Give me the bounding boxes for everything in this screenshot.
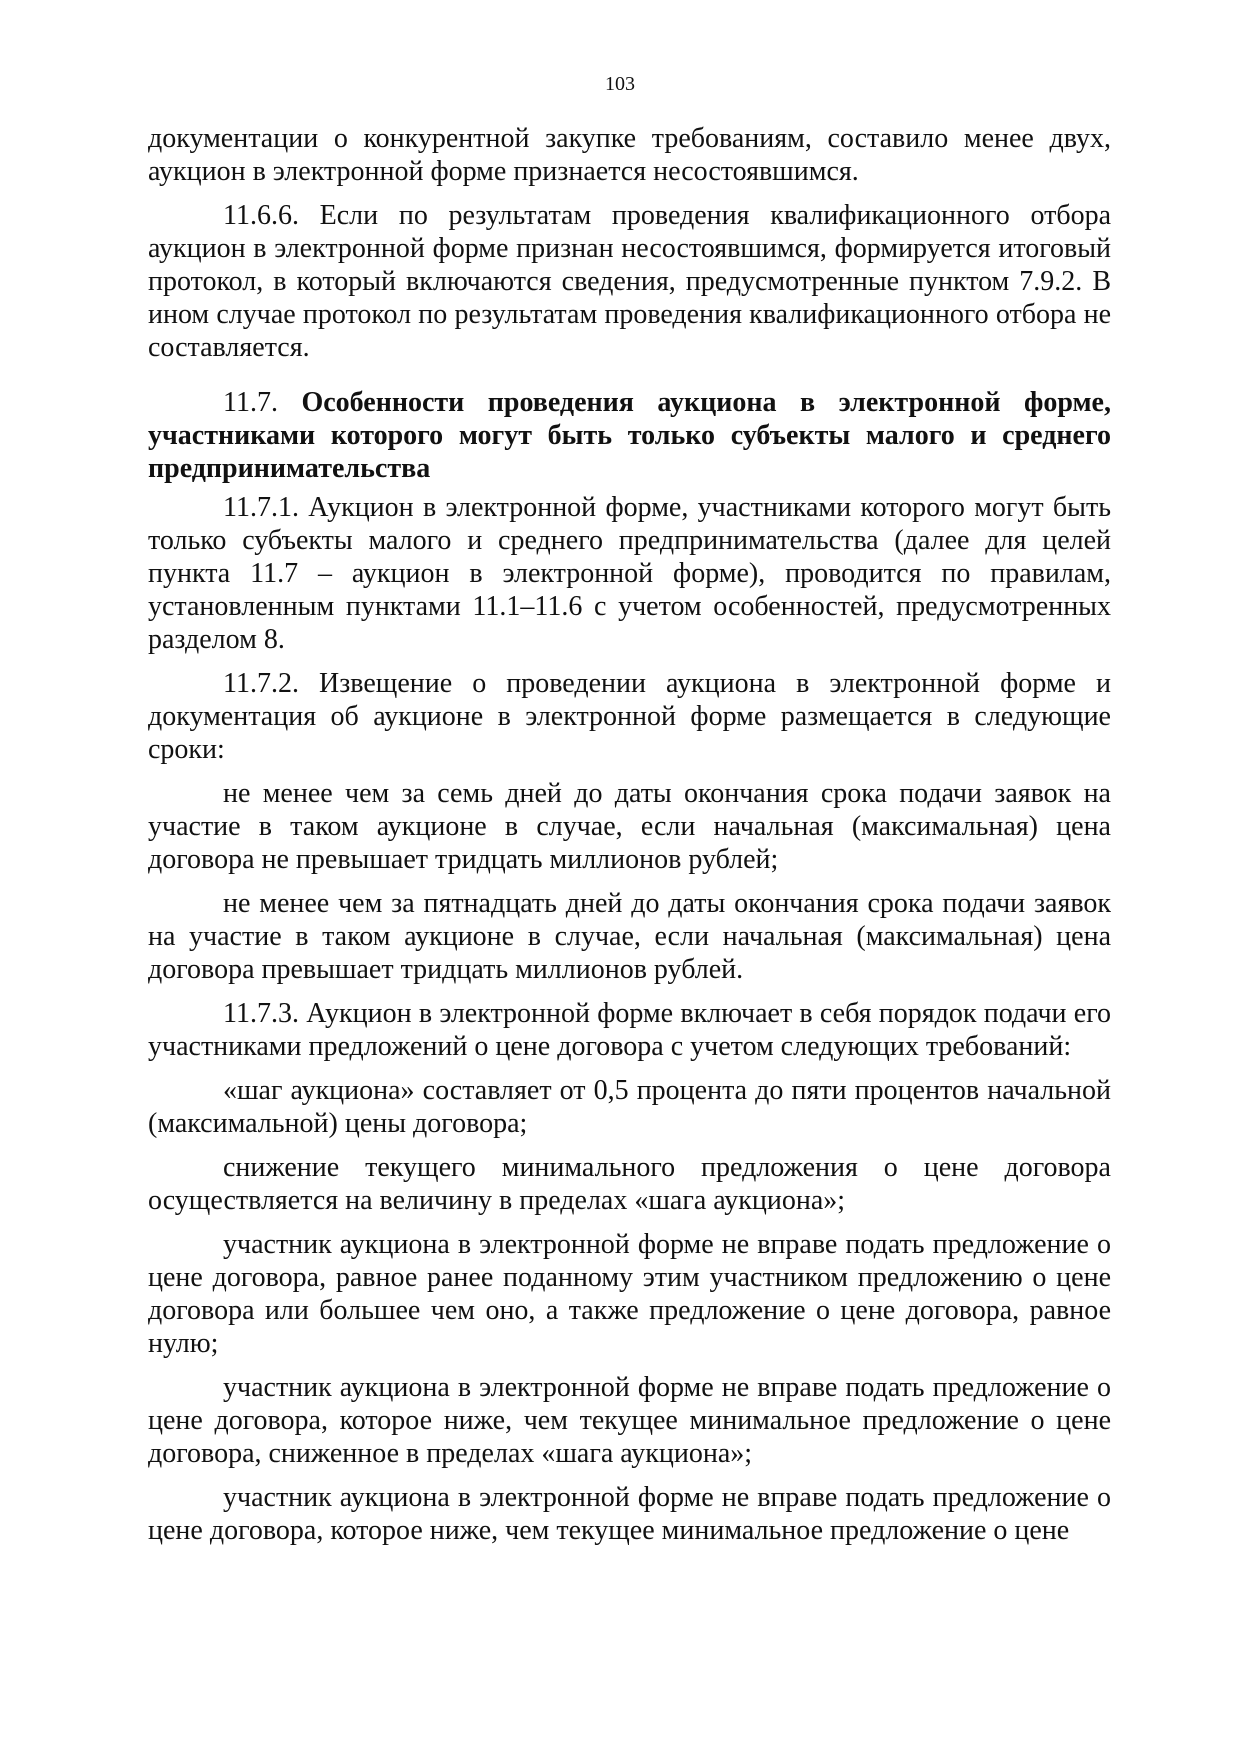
section-number: 11.7. bbox=[223, 387, 278, 418]
paragraph-price-reduction: снижение текущего минимального предложения о цене договора осуществляется на величину в пределах «шага аукциона»; bbox=[148, 1152, 1111, 1216]
paragraph-11-7-2: 11.7.2. Извещение о проведении аукциона в электронной форме и документация об аукционе в электронной форме размещается в следующие сроки: bbox=[148, 668, 1111, 765]
paragraph-term-fifteen-days: не менее чем за пятнадцать дней до даты окончания срока подачи заявок на участие в таком аукционе в случае, если начальная (максимальная) цена договора превышает тридцать миллионов рублей. bbox=[148, 888, 1111, 985]
document-body bbox=[148, 122, 1111, 1558]
paragraph-restriction-equal-offer: участник аукциона в электронной форме не вправе подать предложение о цене договора, равное ранее поданному этим участником предложению о цене договора или большее чем оно, а также предложение о цене договора, равное нулю; bbox=[148, 1229, 1111, 1359]
page-number: 103 bbox=[605, 73, 635, 95]
paragraph-11-6-6: 11.6.6. Если по результатам проведения квалификационного отбора аукцион в электронной форме признан несостоявшимся, формируется итоговый протокол, в который включаются сведения, предусмотренные пунктом 7.9.2. В ином случае протокол по результатам проведения квалификационного отбора не составляется. bbox=[148, 200, 1111, 363]
section-title: Особенности проведения аукциона в электронной форме, участниками которого могут быть только субъекты малого и среднего предпринимательства bbox=[148, 387, 1111, 484]
section-heading-11-7 bbox=[148, 386, 1111, 485]
paragraph-11-7-1: 11.7.1. Аукцион в электронной форме, участниками которого могут быть только субъекты малого и среднего предпринимательства (далее для целей пункта 11.7 – аукцион в электронной форме), проводится по правилам, установленным пунктами 11.1–11.6 с учетом особенностей, предусмотренных разделом 8. bbox=[148, 492, 1111, 655]
paragraph-11-7-3: 11.7.3. Аукцион в электронной форме включает в себя порядок подачи его участниками предложений о цене договора с учетом следующих требований: bbox=[148, 998, 1111, 1062]
paragraph-term-seven-days: не менее чем за семь дней до даты окончания срока подачи заявок на участие в таком аукционе в случае, если начальная (максимальная) цена договора не превышает тридцать миллионов рублей; bbox=[148, 778, 1111, 875]
paragraph-continuation: документации о конкурентной закупке требованиям, составило менее двух, аукцион в электронной форме признается несостоявшимся. bbox=[148, 123, 1111, 187]
paragraph-auction-step: «шаг аукциона» составляет от 0,5 процента до пяти процентов начальной (максимальной) цены договора; bbox=[148, 1075, 1111, 1139]
paragraph-restriction-lower-offer: участник аукциона в электронной форме не вправе подать предложение о цене договора, которое ниже, чем текущее минимальное предложение о цене договора, сниженное в пределах «шага аукциона»; bbox=[148, 1372, 1111, 1469]
paragraph-restriction-continued: участник аукциона в электронной форме не вправе подать предложение о цене договора, которое ниже, чем текущее минимальное предложение о цене bbox=[148, 1482, 1111, 1546]
